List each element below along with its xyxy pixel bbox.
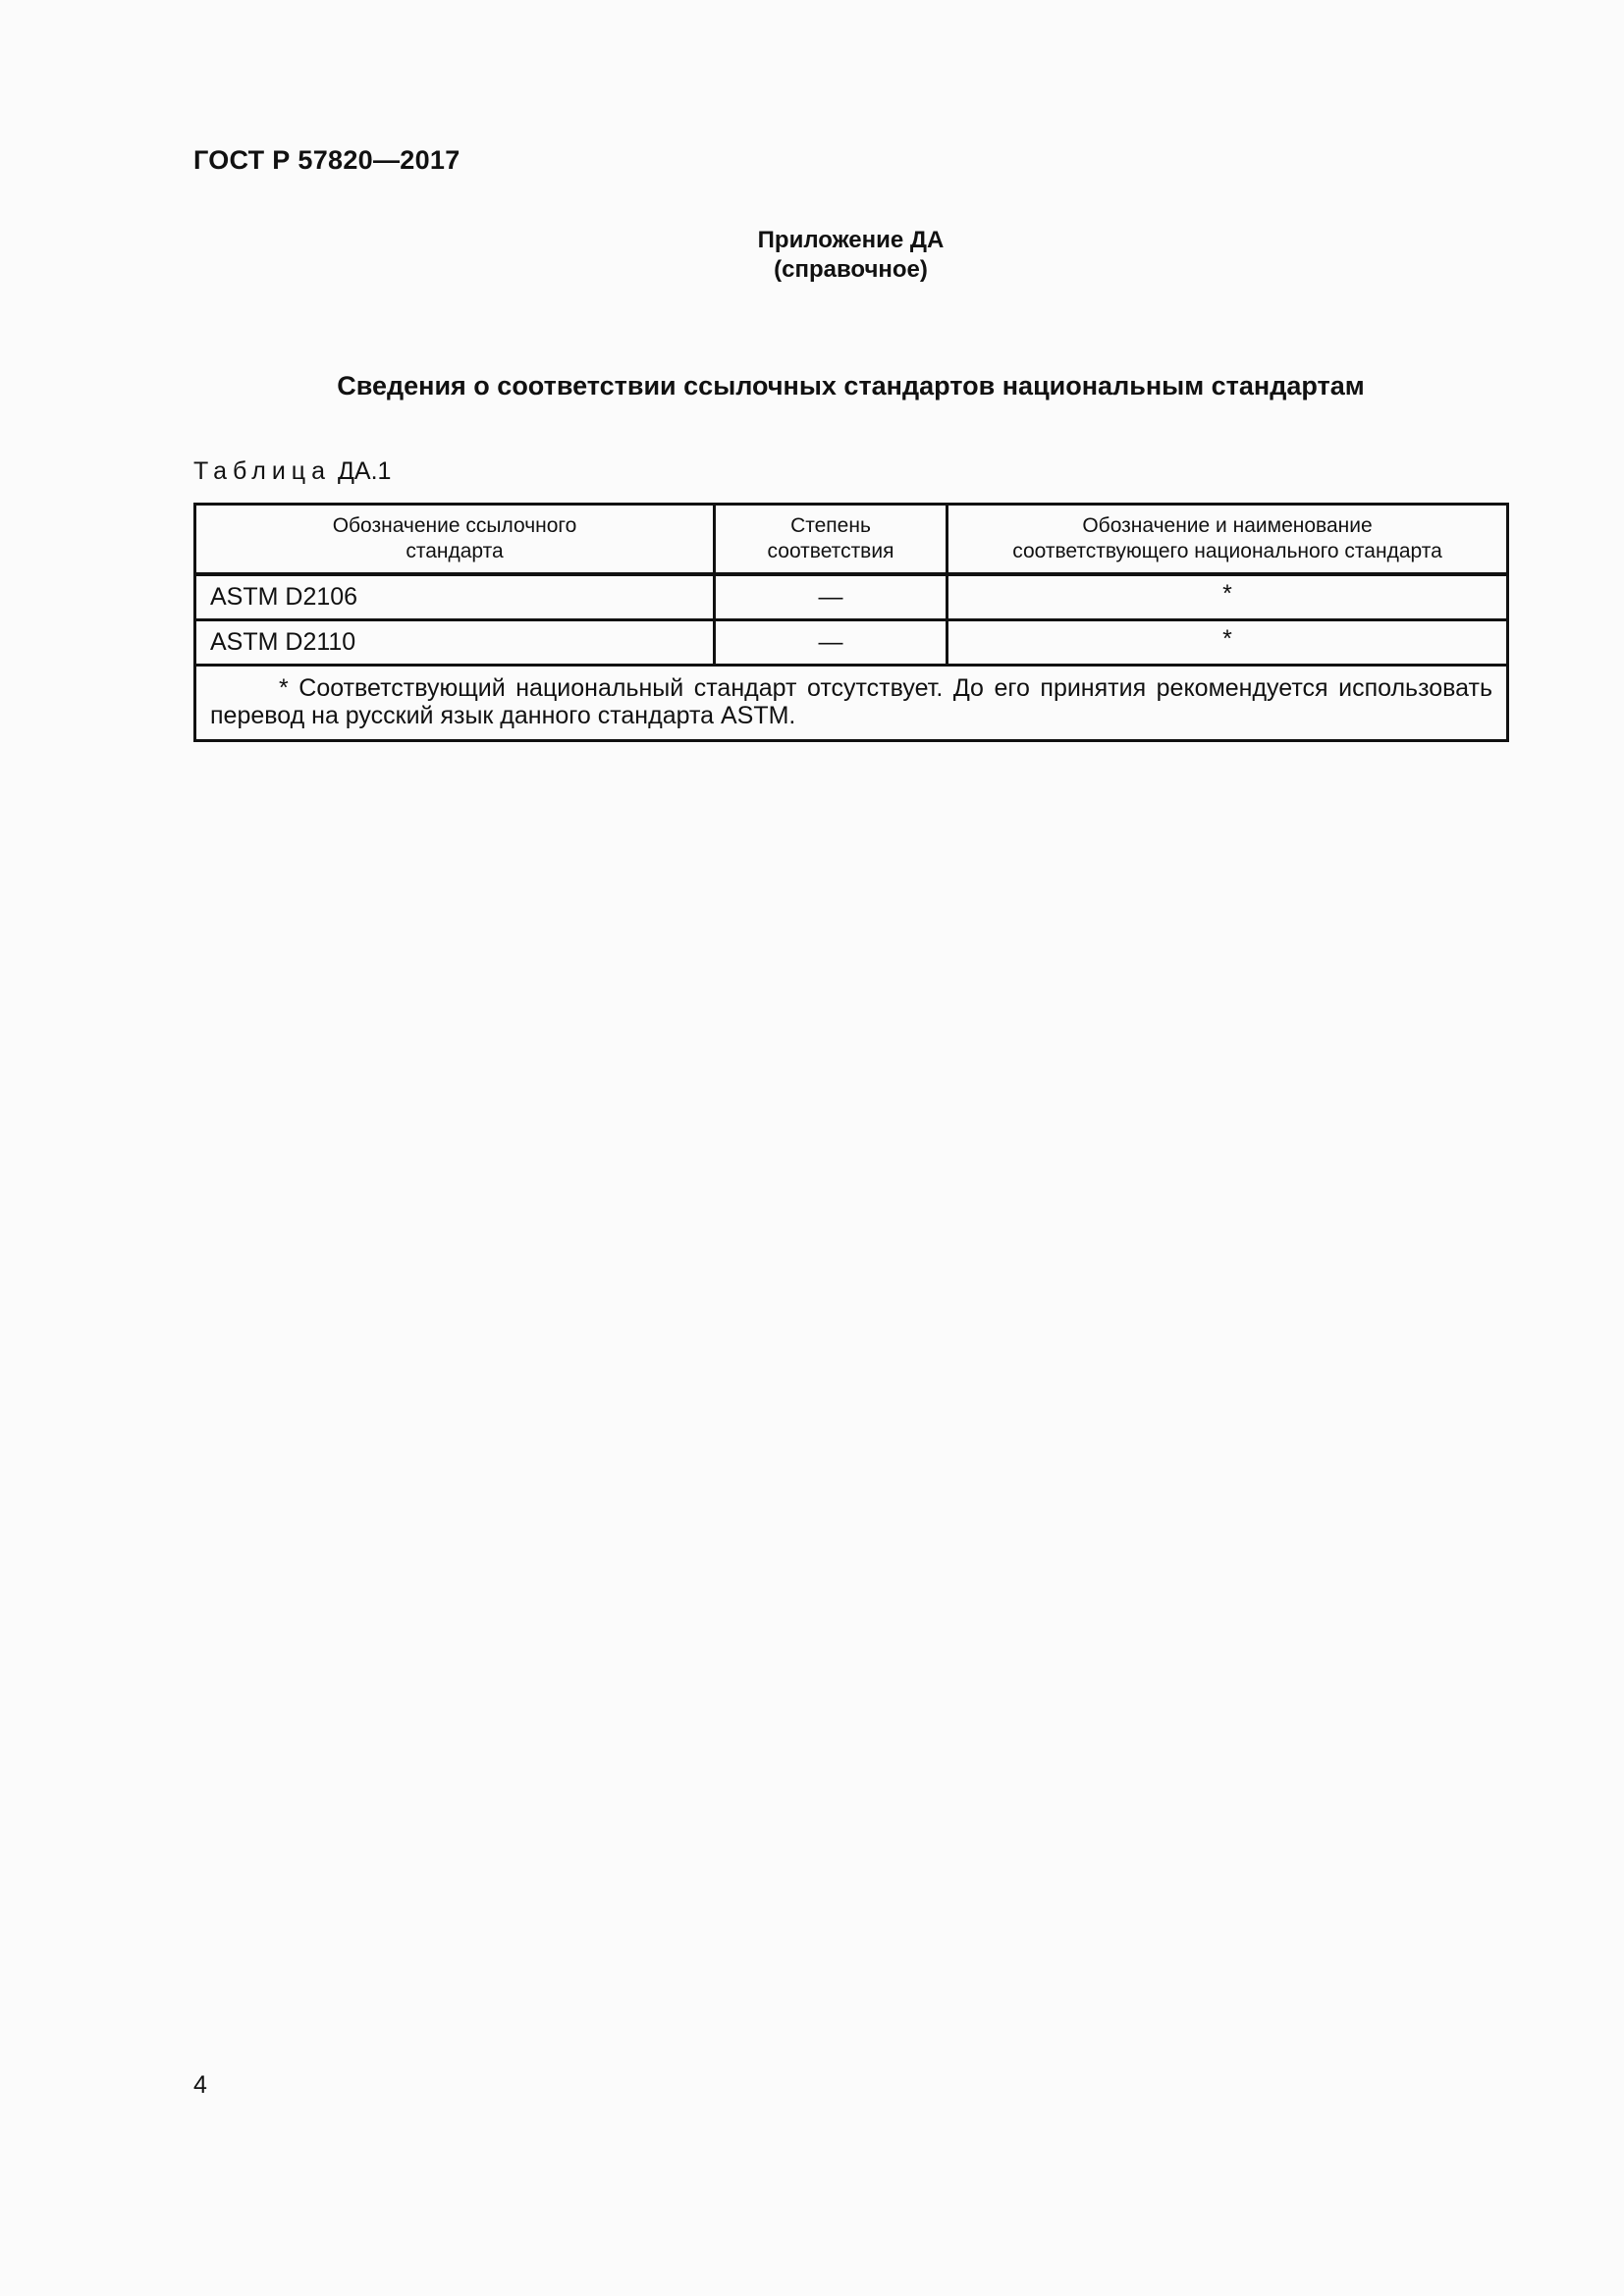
cell-standard: ASTM D2110: [195, 620, 715, 666]
cell-degree: —: [715, 574, 947, 620]
annex-kind: (справочное): [774, 256, 928, 283]
cell-national: *: [947, 620, 1508, 666]
cell-national: *: [947, 574, 1508, 620]
header-national-standard: Обозначение и наименование соответствующего национального стандарта: [947, 505, 1508, 575]
table-row: [195, 574, 1508, 620]
page-number: 4: [193, 2071, 207, 2099]
table-caption: [193, 457, 391, 486]
header-reference-standard: Обозначение ссылочного стандарта: [195, 505, 715, 575]
reference-standards-table: [193, 503, 1509, 742]
cell-degree: —: [715, 620, 947, 666]
document-code: ГОСТ Р 57820—2017: [193, 145, 460, 175]
annex-title: Приложение ДА: [757, 227, 945, 253]
table-caption-prefix: Таблица: [193, 457, 332, 485]
table-note: [195, 666, 1508, 741]
table-header-row: [195, 505, 1508, 575]
table-caption-number: ДА.1: [337, 457, 392, 485]
table-row: [195, 620, 1508, 666]
section-title: Сведения о соответствии ссылочных стандартов национальным стандартам: [337, 371, 1365, 400]
header-correspondence-degree: Степень соответствия: [715, 505, 947, 575]
table-note-row: [195, 666, 1508, 741]
table-note-text: * Соответствующий национальный стандарт отсутствует. До его принятия рекомендуется использовать перевод на русский язык данного стандарта ASTM.: [210, 674, 1492, 729]
cell-standard: ASTM D2106: [195, 574, 715, 620]
